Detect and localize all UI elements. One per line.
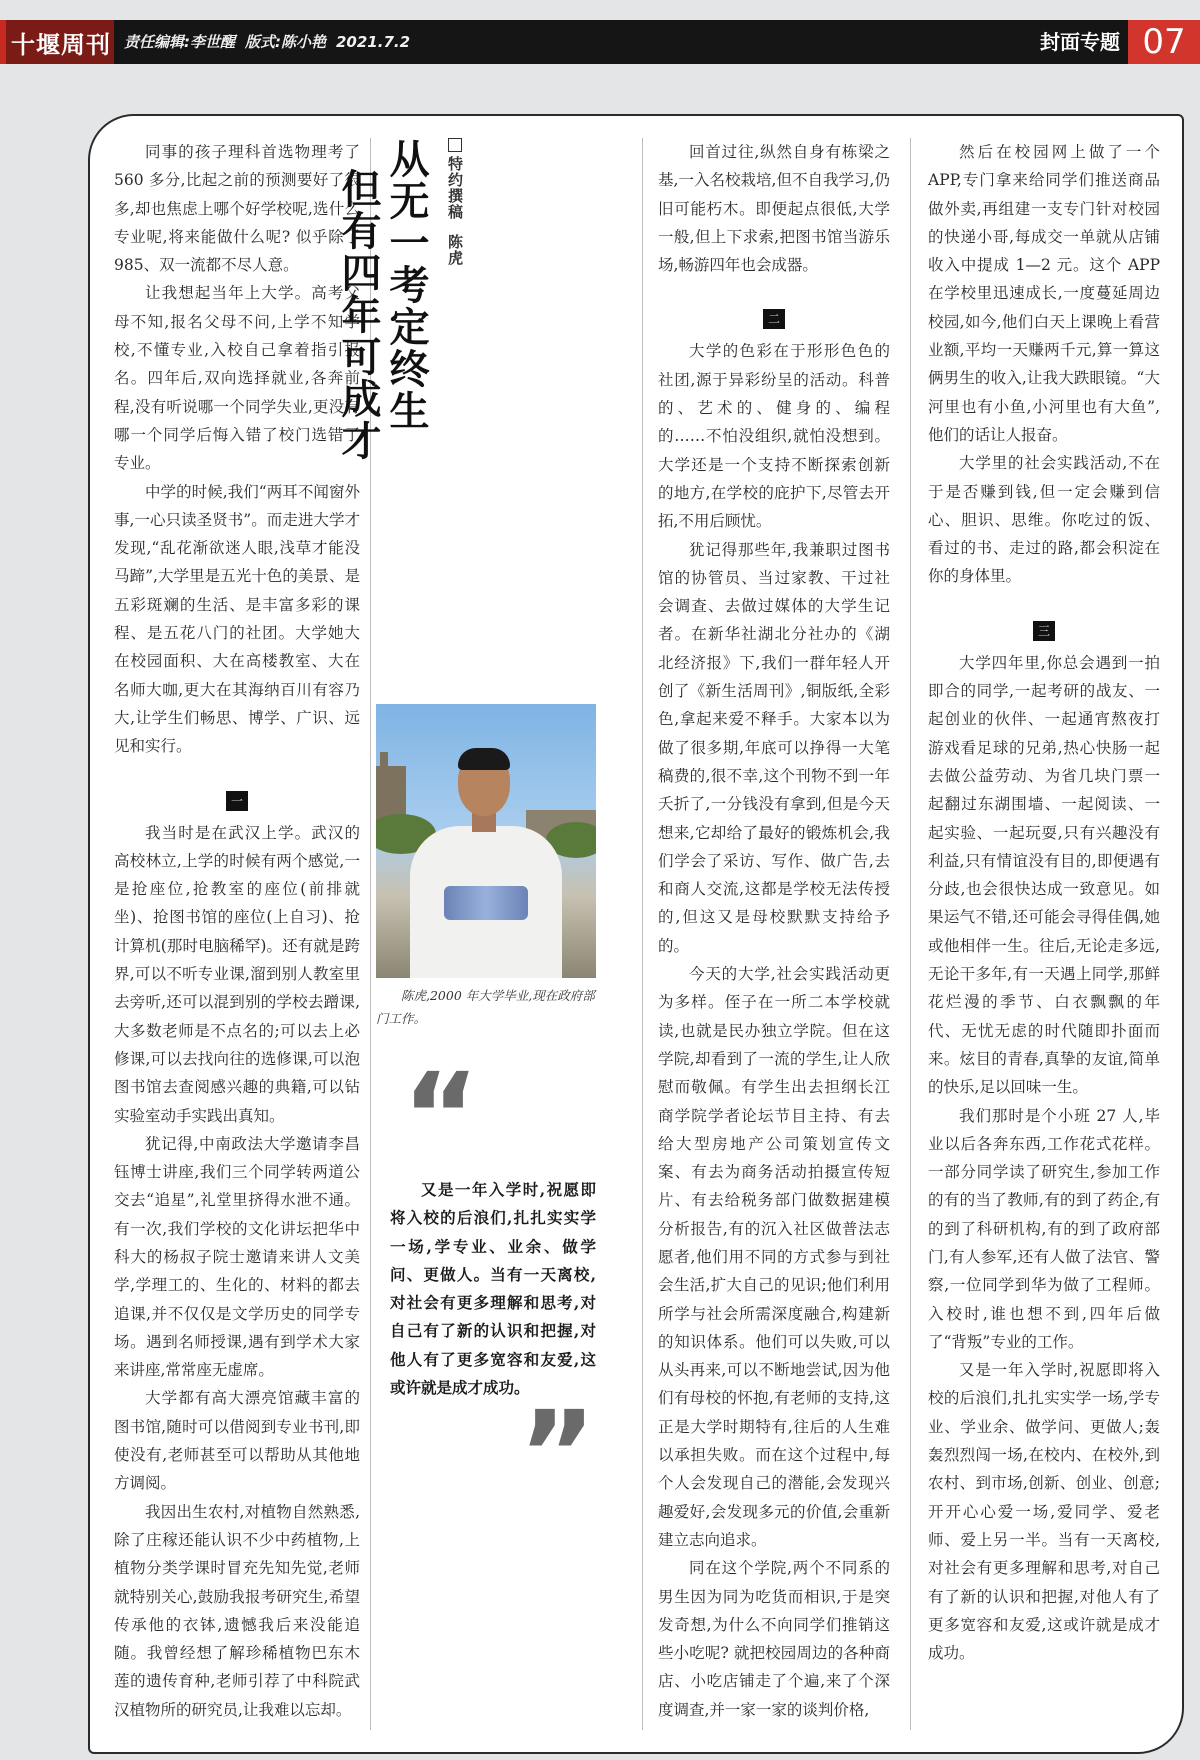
paragraph: 同在这个学院,两个不同系的男生因为同为吃货而相识,于是突发奇想,为什么不向同学们推销这些小吃呢? 就把校园周边的各种商店、小吃店铺走了个遍,来了个深度调查,并一家一家的谈判价格,	[658, 1559, 890, 1719]
publication-title: 十堰周刊	[11, 29, 111, 59]
column-divider	[642, 138, 643, 1730]
close-quote-icon: ”	[518, 1385, 596, 1524]
section-marker-3: 三	[1033, 621, 1055, 641]
publication-logo	[0, 20, 114, 64]
open-quote-icon: “	[402, 1047, 480, 1185]
author-photo	[376, 704, 596, 978]
paragraph: 大学的色彩在于形形色色的社团,源于异彩纷呈的活动。科普的、艺术的、健身的、编程的……不怕没组织,就怕没想到。大学还是一个支持不断探索创新的地方,在学校的庇护下,尽管去开拓,不用后顾忧。	[658, 342, 890, 531]
section-label: 封面专题	[1040, 30, 1120, 54]
page-number: 07	[1128, 20, 1200, 64]
paragraph: 中学的时候,我们“两耳不闻窗外事,一心只读圣贤书”。而走进大学才发现,“乱花渐欲迷人眼,浅草才能没马蹄”,大学里是五光十色的美景、是五彩斑斓的生活、是丰富多彩的课程、是五花八门的社团。大学她大在校园面积、大在高楼教室、大在名师大咖,更大在其海纳百川有容乃大,让学生们畅思、博学、广识、远见和实行。	[114, 482, 360, 756]
photo-caption: 陈虎,2000 年大学毕业,现在政府部门工作。	[376, 988, 595, 1026]
paragraph: 又是一年入学时,祝愿即将入校的后浪们,扎扎实实学一场,学专业、学业余、做学问、更做人;轰轰烈烈闯一场,在校内、在校外,到农村、到市场,创新、创业、创意;开开心心爱一场,爱同学、爱老师、爱上另一半。当有一天离校,对社会有更多理解和思考,对自己有了新的认识和把握,对他人有了更多宽容和友爱,这或许就是成才成功。	[928, 1361, 1160, 1663]
paragraph: 回首过往,纵然自身有栋梁之基,一入名校栽培,但不自我学习,仍旧可能朽木。即便起点很低,大学一般,但上下求索,把图书馆当游乐场,畅游四年也会成器。	[658, 143, 890, 275]
article-column-4	[928, 138, 1160, 1667]
editor-credits	[124, 20, 420, 64]
paragraph: 然后在校园网上做了一个 APP,专门拿来给同学们推送商品做外卖,再组建一支专门针对校园的快递小哥,每成交一单就从店铺收入中提成 1—2 元。这个 APP 在学校里迅速成长,一度蔓延周边校园,如今,他们白天上课晚上看营业额,平均一天赚两千元,算一算这俩男生的收入,让我大跌眼镜。“大河里也有小鱼,小河里也有大鱼”,他们的话让人报奋。	[928, 143, 1160, 444]
pull-quote	[390, 1047, 596, 1524]
pull-quote-text: 又是一年入学时,祝愿即将入校的后浪们,扎扎实实学一场,学专业、业余、做学问、更做人。当有一天离校,对社会有更多理解和思考,对自己有了新的认识和把握,对他人有了更多宽容和友爱,这或许就是成才成功。	[390, 1180, 596, 1398]
article-column-3	[658, 138, 890, 1724]
headline-part-1: 从无一考定终生	[383, 138, 430, 432]
paragraph: 我当时是在武汉上学。武汉的高校林立,上学的时候有两个感觉,一是抢座位,抢教室的座位(前排就坐)、抢图书馆的座位(上自习)、抢计算机(那时电脑稀罕)。还有就是跨界,可以不听专业课,溜到别人教室里去旁听,还可以混到别的学校去蹭课,大多数老师是不点名的;可以去上必修课,可以去找向往的选修课,可以泡图书馆去查阅感兴趣的典籍,可以钻实验室动手实践出真知。	[114, 823, 360, 1125]
paragraph: 犹记得,中南政法大学邀请李昌钰博士讲座,我们三个同学转两道公交去“追星”,礼堂里挤得水泄不通。有一次,我们学校的文化讲坛把华中科大的杨叔子院士邀请来讲人文美学,学理工的、生化的、材料的都去追课,并不仅仅是文学历史的同学专场。遇到名师授课,遇有到学术大家来讲座,常常座无虚席。	[114, 1134, 360, 1380]
paragraph: 让我想起当年上大学。高考父母不知,报名父母不问,上学不知学校,不懂专业,入校自己拿着指引报名。四年后,双向选择就业,各奔前程,没有听说哪一个同学失业,更没有哪一个同学后悔入错了校门选错了专业。	[114, 284, 360, 473]
masthead-accent-strip	[0, 20, 6, 64]
photo-shirt-print	[444, 886, 528, 920]
paragraph: 我因出生农村,对植物自然熟悉,除了庄稼还能认识不少中药植物,上植物分类学课时冒充先知先觉,老师就特别关心,鼓励我报考研究生,希望传承他的衣钵,遗憾我后来没能追随。我曾经想了解珍稀植物巴东木莲的遗传育种,老师引荐了中科院武汉植物所的研究员,让我难以忘却。	[114, 1502, 360, 1719]
paragraph: 大学四年里,你总会遇到一拍即合的同学,一起考研的战友、一起创业的伙伴、一起通宵熬夜打游戏看足球的兄弟,热心快肠一起去做公益劳动、为省几块门票一起翻过东湖围墙、一起阅读、一起实验、一起玩耍,只有兴趣没有利益,只有情谊没有目的,即便遇有分歧,也会很快达成一致意见。如果运气不错,还可能会寻得佳偶,她或他相伴一生。往后,无论走多远,无论干多年,有一天遇上同学,那鲜花烂漫的季节、白衣飘飘的年代、无忧无虑的时代随即扑面而来。炫目的青春,真挚的友谊,简单的快乐,足以回味一生。	[928, 653, 1160, 1097]
byline	[436, 138, 466, 288]
editor-credit: 责任编辑:李世醒	[124, 33, 235, 51]
paragraph: 大学都有高大漂亮馆藏丰富的图书馆,随时可以借阅到专业书刊,即使没有,老师甚至可以帮助从其他地方调阅。	[114, 1389, 360, 1493]
article-column-1	[114, 138, 360, 1724]
column-divider	[910, 138, 911, 1730]
author-name: 陈虎	[446, 234, 464, 266]
article-headline	[335, 138, 430, 462]
layout-credit: 版式:陈小艳	[245, 33, 326, 51]
masthead-bar	[0, 20, 1200, 64]
paragraph: 犹记得那些年,我兼职过图书馆的协管员、当过家教、干过社会调查、去做过媒体的大学生记者。在新华社湖北分社办的《湖北经济报》下,我们一群年轻人开创了《新生活周刊》,铜版纸,全彩色,拿起来爱不释手。大家本以为做了很多期,年底可以挣得一大笔稿费的,很不幸,这个刊物不到一年夭折了,一分钱没有拿到,但是今天想来,它却给了最好的锻炼机会,我们学会了采访、写作、做广告,去和商人交流,这都是学校无法传授的,但这又是母校默默支持给予的。	[658, 540, 890, 955]
section-marker-2: 二	[763, 309, 785, 329]
byline-box-icon	[448, 138, 462, 152]
photo-hair	[458, 748, 510, 770]
paragraph: 大学里的社会实践活动,不在于是否赚到钱,但一定会赚到信心、胆识、思维。你吃过的饭、看过的书、走过的路,都会积淀在你的身体里。	[928, 454, 1160, 586]
article-frame	[88, 114, 1184, 1754]
issue-date: 2021.7.2	[336, 33, 411, 51]
paragraph: 今天的大学,社会实践活动更为多样。侄子在一所二本学校就读,也就是民办独立学院。但在这学院,却看到了一流的学生,让人欣慰而敬佩。有学生出去担纲长江商学院学者论坛节目主持、有去给大型房地产公司策划宣传文案、有去为商务活动拍摄宣传短片、有去给税务部门做数据建模分析报告,有的沉入社区做普法志愿者,他们用不同的方式参与到社会生活,扩大自己的见识;他们利用所学与社会所需深度融合,构建新的知识体系。他们可以失败,可以从头再来,可以不断地尝试,因为他们有母校的怀抱,有老师的支持,这正是大学时期特有,往后的人生难以承担失败。而在这个过程中,每个人会发现自己的潜能,会发现兴趣爱好,会发现多元的价值,会重新建立志向追求。	[658, 965, 890, 1549]
paragraph: 我们那时是个小班 27 人,毕业以后各奔东西,工作花式花样。一部分同学读了研究生,参加工作的有的当了教师,有的到了药企,有的到了科研机构,有的到了政府部门,有人参军,还有人做了法官、警察,一位同学到华为做了工程师。入校时,谁也想不到,四年后做了“背叛”专业的工作。	[928, 1106, 1160, 1351]
photo-building	[380, 752, 388, 772]
paragraph: 同事的孩子理科首选物理考了 560 多分,比起之前的预测要好了很多,却也焦虑上哪个好学校呢,选什么专业呢,将来能做什么呢? 似乎除了 985、双一流都不尽人意。	[114, 143, 360, 275]
section-marker-1: 一	[226, 791, 248, 811]
headline-part-2: 但有四年可成才	[335, 168, 382, 462]
byline-label: 特约撰稿	[446, 156, 464, 220]
